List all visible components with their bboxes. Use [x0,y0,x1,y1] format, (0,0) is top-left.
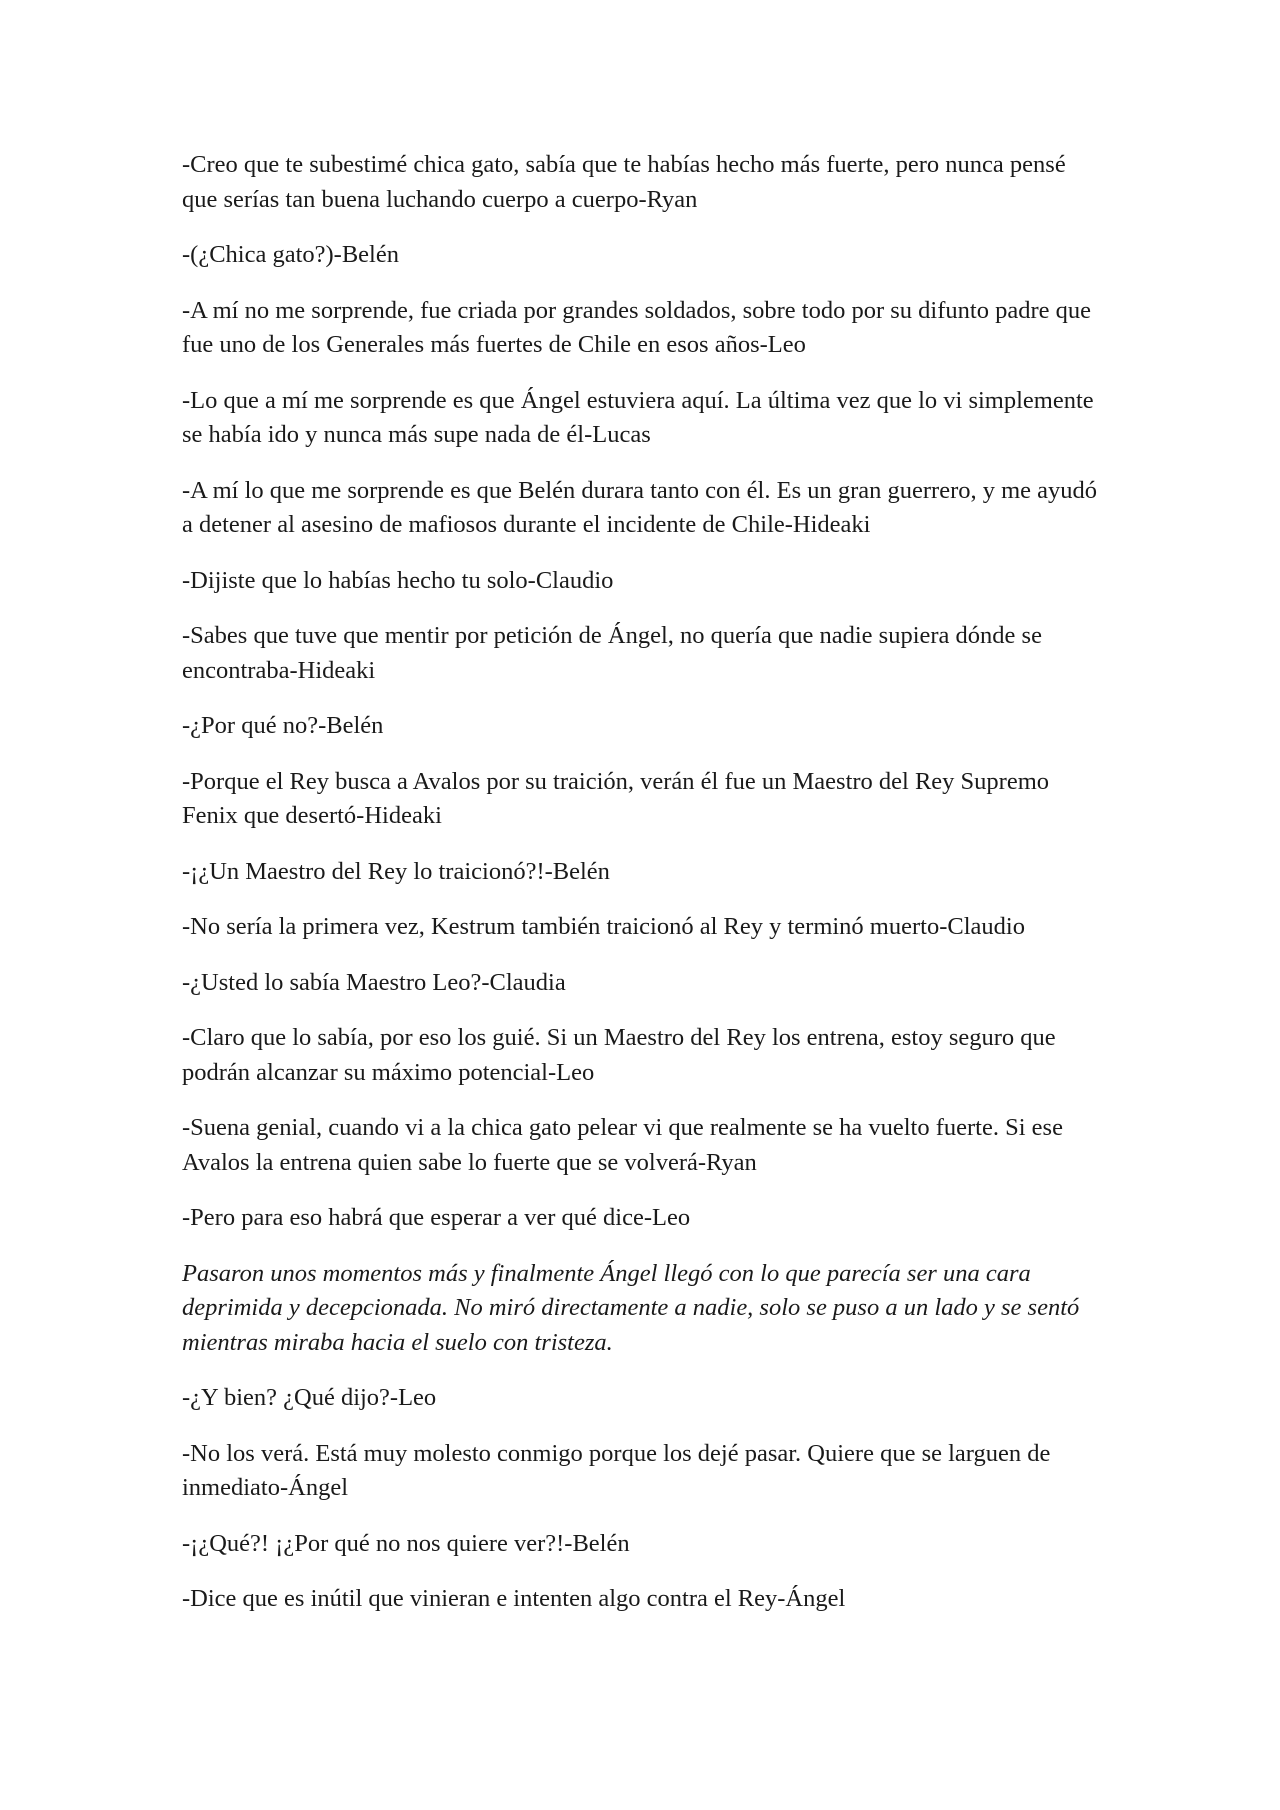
paragraph-dialogue: -Dijiste que lo habías hecho tu solo-Claudio [182,566,614,594]
paragraph-narration: Pasaron unos momentos más y finalmente Ángel llegó con lo que parecía ser una cara deprimida y decepcionada. No miró directamente a nadie, solo se puso a un lado y se sentó mientras miraba hacia el suelo con tristeza. [182,1259,1080,1356]
paragraph-dialogue: -Porque el Rey busca a Avalos por su traición, verán él fue un Maestro del Rey Supremo Fenix que desertó-Hideaki [182,767,1050,829]
paragraph-dialogue: -¡¿Un Maestro del Rey lo traicionó?!-Belén [182,857,610,885]
story-text [182,148,1102,1638]
paragraph-dialogue: -A mí lo que me sorprende es que Belén durara tanto con él. Es un gran guerrero, y me ayudó a detener al asesino de mafiosos durante el incidente de Chile-Hideaki [182,476,1098,538]
paragraph-dialogue: -Sabes que tuve que mentir por petición de Ángel, no quería que nadie supiera dónde se encontraba-Hideaki [182,622,1042,684]
paragraph-dialogue: -Creo que te subestimé chica gato, sabía que te habías hecho más fuerte, pero nunca pensé que serías tan buena luchando cuerpo a cuerpo-Ryan [182,151,1066,213]
paragraph-dialogue: -Pero para eso habrá que esperar a ver qué dice-Leo [182,1204,691,1231]
paragraph-dialogue: -Suena genial, cuando vi a la chica gato pelear vi que realmente se ha vuelto fuerte. Si ese Avalos la entrena quien sabe lo fuerte que se volverá-Ryan [182,1114,1063,1176]
paragraph-dialogue: -No los verá. Está muy molesto conmigo porque los dejé pasar. Quiere que se larguen de inmediato-Ángel [182,1439,1051,1501]
paragraph-dialogue: -¿Usted lo sabía Maestro Leo?-Claudia [182,968,566,996]
paragraph-dialogue: -Dice que es inútil que vinieran e intenten algo contra el Rey-Ángel [182,1585,846,1612]
paragraph-dialogue: -No sería la primera vez, Kestrum también traicionó al Rey y terminó muerto-Claudio [182,913,1025,940]
paragraph-dialogue: -¿Y bien? ¿Qué dijo?-Leo [182,1384,437,1411]
paragraph-dialogue: -Claro que lo sabía, por eso los guié. Si un Maestro del Rey los entrena, estoy seguro que podrán alcanzar su máximo potencial-Leo [182,1024,1056,1086]
paragraph-dialogue: -(¿Chica gato?)-Belén [182,241,399,268]
paragraph-dialogue: -¿Por qué no?-Belén [182,712,384,739]
paragraph-dialogue: -¡¿Qué?! ¡¿Por qué no nos quiere ver?!-Belén [182,1529,630,1557]
paragraph-dialogue: -Lo que a mí me sorprende es que Ángel estuviera aquí. La última vez que lo vi simplemente se había ido y nunca más supe nada de él-Lucas [182,386,1094,448]
paragraph-dialogue: -A mí no me sorprende, fue criada por grandes soldados, sobre todo por su difunto padre que fue uno de los Generales más fuertes de Chile en esos años-Leo [182,296,1091,358]
